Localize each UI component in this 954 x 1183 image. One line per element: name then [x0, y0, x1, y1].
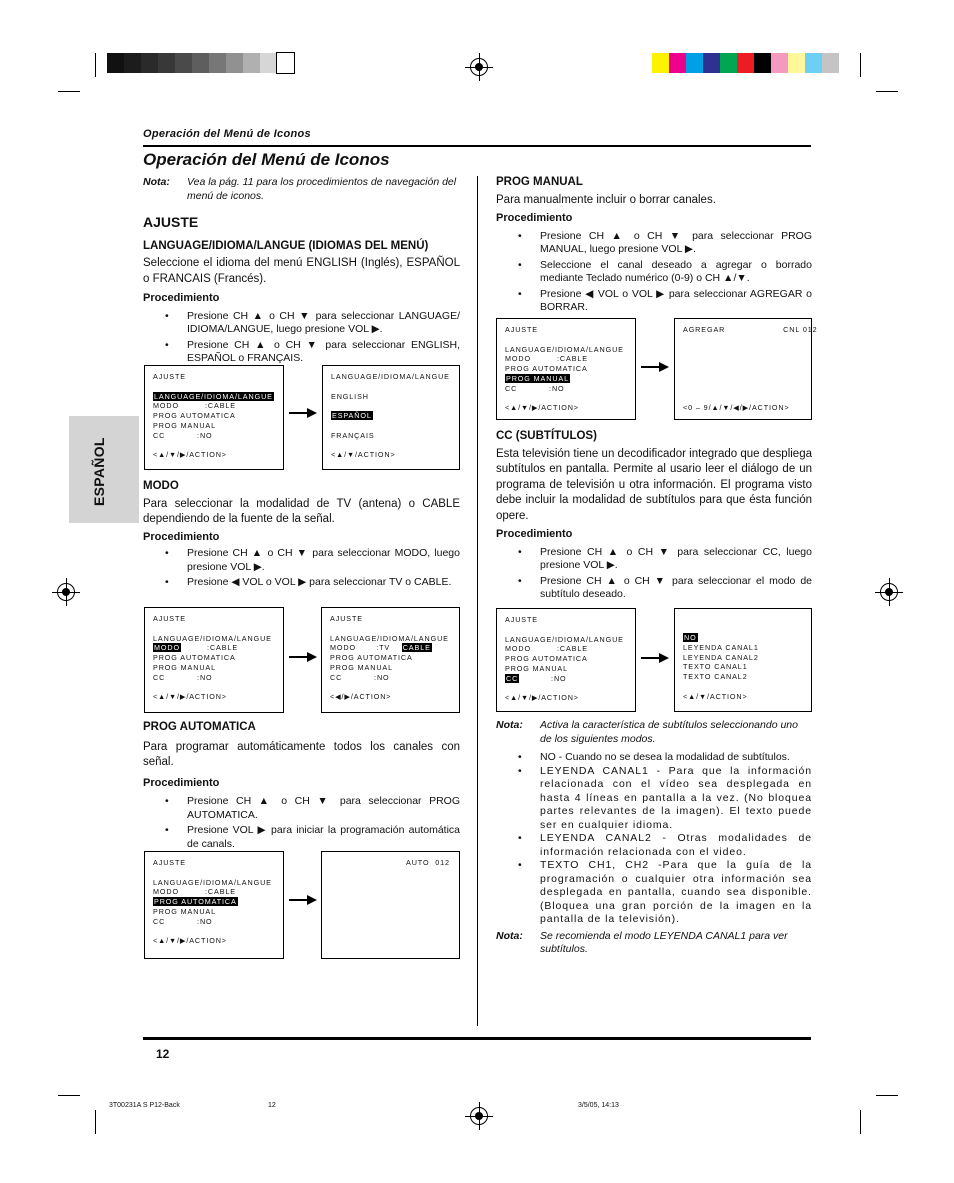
- color-swatch: [788, 53, 805, 73]
- modo-heading: MODO: [143, 480, 179, 492]
- screen-line: AJUSTE: [153, 858, 186, 867]
- screen-line: TEXTO CANAL1: [683, 662, 748, 672]
- screen-line: [505, 335, 635, 345]
- color-swatch: [124, 53, 141, 73]
- footer-file: 3T00231A S P12-Back: [109, 1102, 180, 1109]
- screen-line: CC :NO: [505, 383, 565, 393]
- language-heading: LANGUAGE/IDIOMA/LANGUE (IDIOMAS DEL MENÚ): [143, 239, 429, 252]
- color-swatch: [771, 53, 788, 73]
- screen-line: [330, 624, 459, 634]
- mode-item: • LEYENDA CANAL2 - Otras modalidades de información relacionada con el video.: [496, 832, 812, 859]
- footer-rule: [143, 1037, 811, 1040]
- screen-line: PROG MANUAL: [505, 663, 569, 673]
- procedure-label: Procedimiento: [143, 530, 220, 543]
- mode-item: • TEXTO CH1, CH2 -Para que la guía de la programación o cualquier otra información sea desplegada en pantalla, cuando sea disponible. (Bloquea una gran porción de la imagen en la pantalla de la televisión).: [496, 859, 812, 927]
- cc-section: [496, 430, 812, 602]
- mode-item: • NO - Cuando no se desea la modalidad de subtítulos.: [496, 751, 812, 765]
- crop-mark: [58, 91, 80, 92]
- step-item: • Presione ◀ VOL o VOL ▶ para seleccionar AGREGAR o BORRAR.: [496, 288, 812, 315]
- color-bar: [652, 53, 839, 73]
- screen-line: LANGUAGE/IDIOMA/LANGUE: [330, 633, 449, 643]
- running-head: Operación del Menú de Iconos: [143, 128, 311, 140]
- menu-screen-ajuste: [144, 607, 284, 713]
- color-swatch: [141, 53, 158, 73]
- color-swatch: [277, 53, 294, 73]
- cc-note: Nota: Activa la característica de subtítulos seleccionando uno de los siguientes modos.: [496, 719, 798, 745]
- screen-line: <▲/▼/▶/ACTION>: [505, 693, 579, 703]
- color-swatch: [260, 53, 277, 73]
- highlighted-item: MODO: [154, 643, 180, 653]
- screen-line: [153, 441, 283, 451]
- screen-line: AJUSTE: [330, 614, 363, 623]
- color-swatch: [686, 53, 703, 73]
- screen-line: AJUSTE: [153, 372, 186, 381]
- screen-line: PROG AUTOMATICA: [505, 654, 588, 664]
- cc-notes: [496, 719, 812, 957]
- screen-line: CC :NO: [330, 672, 390, 682]
- screen-line: LANGUAGE/IDIOMA/LANGUE: [153, 633, 272, 643]
- screen-line: MODO :CABLE: [153, 401, 236, 411]
- screen-line: PROG AUTOMATICA: [330, 653, 413, 663]
- screen-line: [683, 345, 811, 355]
- menu-screen-cc: [674, 608, 812, 712]
- ajuste-heading: AJUSTE: [143, 214, 199, 230]
- page-number: 12: [156, 1047, 170, 1061]
- intro-note: Nota: Vea la pág. 11 para los procedimientos de navegación del menú de iconos.: [143, 176, 457, 202]
- screen-line: <▲/▼/ACTION>: [683, 691, 748, 701]
- screen-line: CC :NO: [153, 430, 213, 440]
- modo-steps: [143, 547, 460, 590]
- color-swatch: [175, 53, 192, 73]
- step-item: • Presione CH ▲ o CH ▼ para seleccionar CC, luego presione VOL ▶.: [496, 546, 812, 573]
- color-swatch: [703, 53, 720, 73]
- header-rule: [143, 145, 811, 147]
- footer-page: 12: [268, 1102, 276, 1109]
- screen-line: <▲/▼/ACTION>: [331, 450, 396, 460]
- color-swatch: [737, 53, 754, 73]
- screen-line: PROG AUTOMATICA: [505, 364, 588, 374]
- prog-automatica-section: [143, 721, 460, 851]
- language-text: Seleccione el idioma del menú ENGLISH (Inglés), ESPAÑOL o FRANCAIS (Francés).: [143, 257, 460, 285]
- screen-line: [683, 354, 811, 364]
- registration-mark-icon: [470, 1107, 488, 1125]
- color-swatch: [720, 53, 737, 73]
- screen-line: [153, 382, 283, 392]
- screen-line: PROG MANUAL: [330, 662, 394, 672]
- screen-line: [153, 624, 283, 634]
- page-title: Operación del Menú de Iconos: [143, 150, 390, 169]
- highlighted-item: NO: [684, 633, 697, 642]
- modo-text: Para seleccionar la modalidad de TV (antena) o CABLE dependiendo de la fuente de la señal.: [143, 497, 460, 525]
- highlighted-item: ESPAÑOL: [332, 411, 372, 421]
- screen-line: <▲/▼/▶/ACTION>: [153, 936, 227, 946]
- left-column: [143, 176, 460, 366]
- prog-automatica-text: Para programar automáticamente todos los canales con señal.: [143, 740, 460, 768]
- highlighted-item: LANGUAGE/IDIOMA/LANGUE: [154, 391, 273, 401]
- highlighted-item: PROG AUTOMATICA: [154, 897, 237, 907]
- screen-line: PROG AUTOMATICA: [153, 411, 236, 421]
- screen-line: CC :NO: [506, 673, 567, 683]
- screen-line: CC :NO: [153, 916, 213, 926]
- arrow-right-icon: [289, 408, 317, 418]
- screen-line: [331, 421, 459, 431]
- color-swatch: [754, 53, 771, 73]
- highlighted-item: PROG MANUAL: [506, 373, 570, 383]
- screen-line: MODO :CABLE: [153, 887, 236, 897]
- crop-mark: [876, 91, 898, 92]
- screen-line: <▲/▼/▶/ACTION>: [505, 403, 579, 413]
- screen-line: MODO :CABLE: [505, 644, 588, 654]
- screen-line: [505, 684, 635, 694]
- step-item: • Presione CH ▲ o CH ▼ para seleccionar ENGLISH, ESPAÑOL o FRANÇAIS.: [143, 339, 460, 366]
- procedure-label: Procedimiento: [143, 292, 220, 304]
- screen-line: [153, 683, 283, 693]
- menu-screen-language: [322, 365, 460, 470]
- modo-section: [143, 480, 460, 590]
- step-item: • Seleccione el canal deseado a agregar o borrado mediante Teclado numérico (0-9) o CH ▲/▼.: [496, 259, 812, 286]
- color-swatch: [226, 53, 243, 73]
- screen-line: LANGUAGE/IDIOMA/LANGUE: [153, 877, 272, 887]
- screen-line: [331, 411, 459, 421]
- screen-line: [153, 897, 283, 907]
- screen-line: AJUSTE: [505, 325, 538, 334]
- screen-line: AGREGAR CNL 012: [683, 325, 818, 334]
- menu-screen-modo: [321, 607, 460, 713]
- screen-line: [330, 683, 459, 693]
- screen-line: LEYENDA CANAL2: [683, 652, 759, 662]
- screen-line: AUTO 012: [406, 858, 450, 867]
- step-item: • Presione CH ▲ o CH ▼ para seleccionar PROG AUTOMATICA.: [143, 795, 460, 822]
- screen-line: MODO :CABLE: [154, 643, 239, 653]
- crop-mark: [876, 1095, 898, 1096]
- screen-line: <0 – 9/▲/▼/◀/▶/ACTION>: [683, 403, 790, 413]
- screen-line: LEYENDA CANAL1: [683, 642, 759, 652]
- highlighted-item: CABLE: [402, 643, 431, 653]
- column-divider: [477, 176, 478, 1026]
- color-swatch: [822, 53, 839, 73]
- step-item: • Presione CH ▲ o CH ▼ para seleccionar MODO, luego presione VOL ▶.: [143, 547, 460, 574]
- menu-screen-agregar: [674, 318, 818, 420]
- screen-line: [683, 633, 811, 643]
- screen-line: <▲/▼/▶/ACTION>: [153, 692, 227, 702]
- color-swatch: [158, 53, 175, 73]
- crop-mark: [58, 1095, 80, 1096]
- screen-line: MODO :CABLE: [505, 354, 588, 364]
- arrow-right-icon: [641, 362, 669, 372]
- color-swatch: [192, 53, 209, 73]
- screen-line: <▲/▼/▶/ACTION>: [153, 450, 227, 460]
- registration-mark-icon: [470, 58, 488, 76]
- prog-automatica-heading: PROG AUTOMATICA: [143, 721, 256, 733]
- crop-mark: [860, 1110, 861, 1134]
- prog-manual-steps: [496, 230, 812, 315]
- screen-line: LANGUAGE/IDIOMA/LANGUE: [505, 344, 624, 354]
- cc-note: Nota: Se recomienda el modo LEYENDA CANAL1 para ver subtítulos.: [496, 929, 788, 955]
- screen-line: AJUSTE: [153, 614, 186, 623]
- screen-line: [683, 394, 811, 404]
- color-swatch: [652, 53, 669, 73]
- menu-screen-ajuste: [496, 318, 636, 420]
- prog-automatica-steps: [143, 795, 460, 851]
- highlighted-item: CC: [506, 673, 519, 683]
- screen-line: PROG MANUAL: [153, 662, 217, 672]
- arrow-right-icon: [641, 653, 669, 663]
- prog-manual-heading: PROG MANUAL: [496, 176, 583, 188]
- cc-steps: [496, 546, 812, 602]
- arrow-right-icon: [289, 652, 317, 662]
- screen-line: ENGLISH: [331, 391, 369, 401]
- color-swatch: [669, 53, 686, 73]
- registration-mark-icon: [57, 583, 75, 601]
- color-swatch: [209, 53, 226, 73]
- screen-line: AJUSTE: [505, 615, 538, 624]
- mode-item: • LEYENDA CANAL1 - Para que la información relacionada con el vídeo sea desplegada en hasta 4 líneas en pantalla a la vez. (No bloquea partes relevantes de la imagen). El texto puede ser en cualquier idioma.: [496, 765, 812, 833]
- language-steps: [143, 310, 460, 366]
- screen-line: [683, 682, 811, 692]
- screen-line: [331, 382, 459, 392]
- screen-line: LANGUAGE/IDIOMA/LANGUE: [505, 634, 624, 644]
- screen-line: [505, 625, 635, 635]
- screen-line: [331, 441, 459, 451]
- cc-text: Esta televisión tiene un decodificador integrado que despliega subtítulos en pantalla. Permite al usario leer el diálogo de un programa de televisión u otra información. El programa visto debe incluir la modalidad de subtítulos para que ésta función opere.: [496, 447, 812, 522]
- step-item: • Presione ◀ VOL o VOL ▶ para seleccionar TV o CABLE.: [143, 576, 460, 590]
- screen-line: [153, 868, 283, 878]
- crop-mark: [95, 53, 96, 77]
- screen-line: MODO :TV CABLE: [330, 643, 431, 653]
- arrow-right-icon: [289, 895, 317, 905]
- screen-line: PROG MANUAL: [153, 906, 217, 916]
- menu-screen-ajuste: [144, 365, 284, 470]
- cc-modes: [496, 751, 812, 927]
- procedure-label: Procedimiento: [143, 776, 220, 789]
- screen-line: CC :NO: [153, 672, 213, 682]
- step-item: • Presione VOL ▶ para iniciar la programación automática de canals.: [143, 824, 460, 851]
- color-swatch: [243, 53, 260, 73]
- screen-line: [505, 394, 635, 404]
- cc-heading: CC (SUBTÍTULOS): [496, 430, 597, 442]
- menu-screen-ajuste: [144, 851, 284, 959]
- step-item: • Presione CH ▲ o CH ▼ para seleccionar LANGUAGE/ IDIOMA/LANGUE, luego presione VOL ▶.: [143, 310, 460, 337]
- step-item: • Presione CH ▲ o CH ▼ para seleccionar el modo de subtítulo deseado.: [496, 575, 812, 602]
- screen-line: PROG MANUAL: [153, 420, 217, 430]
- screen-line: PROG AUTOMATICA: [153, 653, 236, 663]
- screen-line: LANGUAGE/IDIOMA/LANGUE: [331, 372, 450, 381]
- color-swatch: [107, 53, 124, 73]
- screen-line: [505, 374, 635, 384]
- procedure-label: Procedimiento: [496, 212, 573, 224]
- screen-line: [153, 927, 283, 937]
- registration-mark-icon: [880, 583, 898, 601]
- procedure-label: Procedimiento: [496, 528, 573, 540]
- crop-mark: [860, 53, 861, 77]
- screen-line: [683, 364, 811, 374]
- step-item: • Presione CH ▲ o CH ▼ para seleccionar PROG MANUAL, luego presione VOL ▶.: [496, 230, 812, 257]
- screen-line: [683, 335, 811, 345]
- screen-line: [153, 392, 283, 402]
- screen-line: [331, 401, 459, 411]
- language-side-tab: ESPAÑOL: [69, 416, 139, 523]
- screen-line: [683, 384, 811, 394]
- prog-manual-text: Para manualmente incluir o borrar canales.: [496, 193, 716, 206]
- crop-mark: [95, 1110, 96, 1134]
- menu-screen-ajuste: [496, 608, 636, 712]
- footer-date: 3/5/05, 14:13: [578, 1102, 619, 1109]
- screen-line: <◀/▶/ACTION>: [330, 692, 392, 702]
- screen-line: FRANÇAIS: [331, 430, 375, 440]
- screen-line: TEXTO CANAL2: [683, 672, 748, 682]
- grayscale-bar: [107, 53, 294, 73]
- color-swatch: [805, 53, 822, 73]
- prog-manual-section: [496, 176, 812, 315]
- menu-screen-auto: [321, 851, 460, 959]
- screen-line: [683, 374, 811, 384]
